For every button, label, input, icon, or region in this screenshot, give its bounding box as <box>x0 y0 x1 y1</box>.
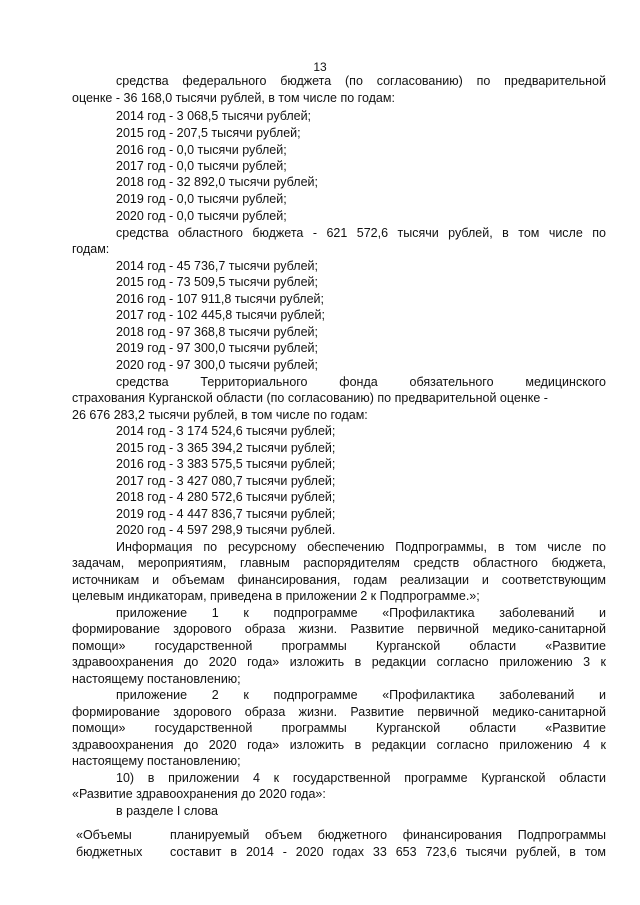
text-line: 2015 год - 73 509,5 тысячи рублей; <box>116 275 318 289</box>
text-line: задачам, мероприятиям, главным распорядителям средств областного бюджета, <box>72 556 606 570</box>
text-line: 2020 год - 4 597 298,9 тысячи рублей. <box>116 523 336 537</box>
text-line: источникам и объемам финансирования, годам реализации и соответствующим <box>72 573 606 587</box>
text-line: 2020 год - 0,0 тысячи рублей; <box>116 209 287 223</box>
text-line: здравоохранения до 2020 года» изложить в редакции согласно приложению 3 к <box>72 655 606 669</box>
text-line: 10) в приложении 4 к государственной программе Курганской области <box>116 771 606 785</box>
text-line: средства областного бюджета - 621 572,6 тысячи рублей, в том числе по <box>116 226 606 240</box>
text-line: формирование здорового образа жизни. Развитие первичной медико-санитарной <box>72 622 606 636</box>
text-line: 2014 год - 45 736,7 тысячи рублей; <box>116 259 318 273</box>
text-line: 2019 год - 97 300,0 тысячи рублей; <box>116 341 318 355</box>
text-line: 2017 год - 0,0 тысячи рублей; <box>116 159 287 173</box>
text-line: средства Территориального фонда обязательного медицинского <box>116 375 606 389</box>
text-line: 2019 год - 4 447 836,7 тысячи рублей; <box>116 507 336 521</box>
text-line: оценке - 36 168,0 тысячи рублей, в том числе по годам: <box>72 91 395 105</box>
text-line: настоящему постановлению; <box>72 672 241 686</box>
table-cell-text: составит в 2014 - 2020 годах 33 653 723,6 тысячи рублей, в том <box>170 845 606 859</box>
text-line: средства федерального бюджета (по согласованию) по предварительной <box>116 74 606 88</box>
text-line: годам: <box>72 242 110 256</box>
table-label: бюджетных <box>76 845 143 859</box>
text-line: помощи» государственной программы Курганской области «Развитие <box>72 639 606 653</box>
text-line: 2018 год - 32 892,0 тысячи рублей; <box>116 175 318 189</box>
text-line: 2019 год - 0,0 тысячи рублей; <box>116 192 287 206</box>
text-line: «Развитие здравоохранения до 2020 года»: <box>72 787 326 801</box>
text-line: 2016 год - 3 383 575,5 тысячи рублей; <box>116 457 336 471</box>
page-number: 13 <box>313 60 327 74</box>
text-line: 2017 год - 3 427 080,7 тысячи рублей; <box>116 474 336 488</box>
text-line: 2020 год - 97 300,0 тысячи рублей; <box>116 358 318 372</box>
text-line: 2015 год - 3 365 394,2 тысячи рублей; <box>116 441 336 455</box>
text-line: 2017 год - 102 445,8 тысячи рублей; <box>116 308 325 322</box>
text-line: 2018 год - 4 280 572,6 тысячи рублей; <box>116 490 336 504</box>
text-line: Информация по ресурсному обеспечению Подпрограммы, в том числе по <box>116 540 606 554</box>
text-line: в разделе I слова <box>116 804 218 818</box>
text-line: страхования Курганской области (по согласованию) по предварительной оценке - <box>72 391 548 405</box>
text-line: 2016 год - 107 911,8 тысячи рублей; <box>116 292 324 306</box>
text-line: целевым индикаторам, приведена в приложении 2 к Подпрограмме.»; <box>72 589 480 603</box>
text-line: помощи» государственной программы Курганской области «Развитие <box>72 721 606 735</box>
text-line: формирование здорового образа жизни. Развитие первичной медико-санитарной <box>72 705 606 719</box>
text-line: здравоохранения до 2020 года» изложить в редакции согласно приложению 4 к <box>72 738 606 752</box>
text-line: приложение 2 к подпрограмме «Профилактика заболеваний и <box>116 688 606 702</box>
text-line: 2018 год - 97 368,8 тысячи рублей; <box>116 325 318 339</box>
text-line: приложение 1 к подпрограмме «Профилактика заболеваний и <box>116 606 606 620</box>
text-line: 2014 год - 3 174 524,6 тысячи рублей; <box>116 424 336 438</box>
text-line: настоящему постановлению; <box>72 754 241 768</box>
text-line: 2015 год - 207,5 тысячи рублей; <box>116 126 301 140</box>
text-line: 2016 год - 0,0 тысячи рублей; <box>116 143 287 157</box>
text-line: 26 676 283,2 тысячи рублей, в том числе по годам: <box>72 408 368 422</box>
table-label: «Объемы <box>76 828 132 842</box>
text-line: 2014 год - 3 068,5 тысячи рублей; <box>116 109 312 123</box>
table-cell-text: планируемый объем бюджетного финансирования Подпрограммы <box>170 828 606 842</box>
